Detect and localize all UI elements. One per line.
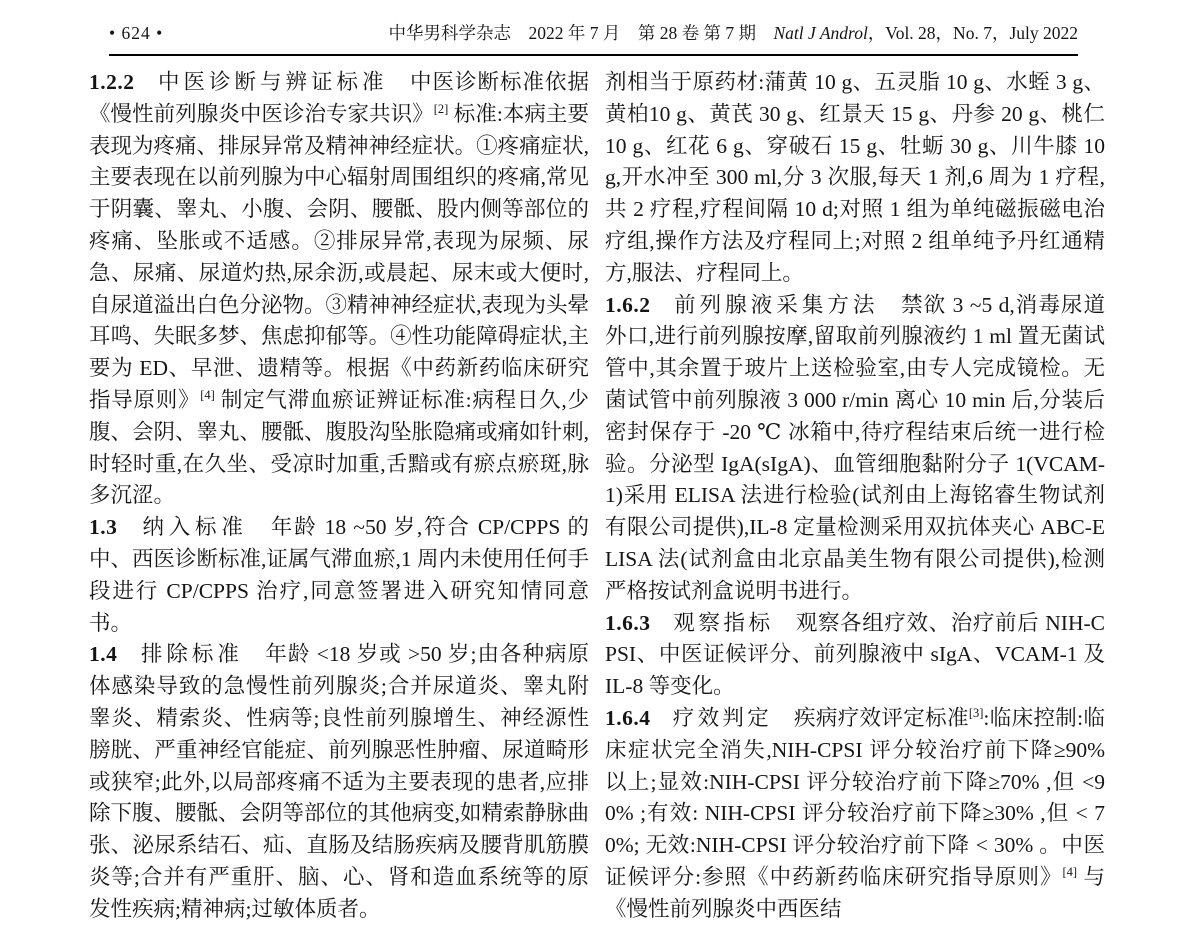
- text-run: [135, 70, 159, 94]
- journal-info: [389, 20, 1079, 45]
- paragraph: [605, 67, 1105, 290]
- paragraph: [89, 67, 589, 512]
- section-title: 中医诊断与辨证标准: [158, 70, 388, 94]
- header-rule-divider: [109, 54, 1078, 56]
- text-run: 观察各组疗效、治疗前后 NIH-CPSI、中医证候评分、前列腺液中 sIgA、VCAM-1 及 IL-8 等变化。: [605, 610, 1105, 699]
- reference-marker: [3]: [968, 705, 984, 720]
- text-run: 标准:本病主要表现为疼痛、排尿异常及精神神经症状。①疼痛症状,主要表现在以前列腺为中心辐射周围组织的疼痛,常见于阴囊、睾丸、小腹、会阴、腰骶、股内侧等部位的疼痛、坠胀或不适感。②排尿异常,表现为尿频、尿急、尿痛、尿道灼热,尿余沥,或晨起、尿末或大便时,自尿道溢出白色分泌物。③精神神经症状,表现为头晕耳鸣、失眠多梦、焦虑抑郁等。④性功能障碍症状,主要为 ED、早泄、遗精等。根据《中药新药临床研究指导原则》: [89, 101, 589, 412]
- text-run: [117, 515, 142, 539]
- text-run: 年龄 <18 岁或 >50 岁;由各种病原体感染导致的急慢性前列腺炎;合并尿道炎、睾丸附睾炎、精索炎、性病等;良性前列腺增生、神经源性膀胱、严重神经官能症、前列腺恶性肿瘤、尿道畸形或狭窄;此外,以局部疼痛不适为主要表现的患者,应排除下腹、腰骶、会阴等部位的其他病变,如精索静脉曲张、泌尿系结石、疝、直肠及结肠疾病及腰背肌筋膜炎等;合并有严重肝、脑、心、肾和造血系统等的原发性疾病;精神病;过敏体质者。: [89, 642, 589, 921]
- article-body: [89, 67, 1105, 926]
- left-column: [89, 67, 589, 926]
- section-number: 1.6.3: [605, 610, 651, 635]
- paragraph: [89, 512, 589, 639]
- section-title: 前列腺液采集方法: [674, 292, 879, 317]
- text-run: 制定气滞血瘀证辨证标准:病程日久,少腹、会阴、睾丸、腰骶、腹股沟坠胀隐痛或痛如针刺,时轻时重,在久坐、受凉时加重,舌黯或有瘀点瘀斑,脉多沉涩。: [89, 387, 589, 508]
- page-number: • 624 •: [109, 23, 164, 43]
- section-title: 疗效判定: [672, 705, 773, 730]
- right-column: [605, 67, 1105, 926]
- section-number: 1.6.2: [605, 292, 651, 317]
- section-title: 纳入标准: [142, 515, 248, 540]
- section-title: 排除标准: [140, 642, 243, 667]
- text-run: :临床控制:临床症状完全消失,NIH-CPSI 评分较治疗前下降≥90% 以上;显效:NIH-CPSI 评分较治疗前下降≥70% ,但 <90% ;有效: NIH-CPSI 评分较治疗前下降≥30% ,但 < 70%; 无效:NIH-CPSI 评分较治疗前下降 < 30% 。中医证候评分:参照《中药新药临床研究指导原则》: [605, 705, 1105, 889]
- paragraph: [605, 608, 1105, 703]
- text-run: [117, 642, 141, 666]
- text-run: 中医诊断标准依据《慢性前列腺炎中医诊治专家共识》: [89, 70, 589, 126]
- section-number: 1.3: [89, 515, 118, 540]
- text-run: [651, 706, 673, 730]
- reference-marker: [4]: [200, 387, 215, 402]
- paragraph: [89, 639, 589, 925]
- text-run: [651, 611, 674, 635]
- text-run: 禁欲 3 ~5 d,消毒尿道外口,进行前列腺按摩,留取前列腺液约 1 ml 置无菌试管中,其余置于玻片上送检验室,由专人完成镜检。无菌试管中前列腺液 3 000 r/min 离心 10 min 后,分装后密封保存于 -20 ℃ 冰箱中,待疗程结束后统一进行检验。分泌型 IgA(sIgA)、血管细胞黏附分子 1(VCAM-1)采用 ELISA 法进行检验(试剂由上海铭睿生物试剂有限公司提供),IL-8 定量检测采用双抗体夹心 ABC-ELISA 法(试剂盒由北京晶美生物有限公司提供),检测严格按试剂盒说明书进行。: [605, 292, 1105, 603]
- page-header: [109, 20, 1078, 45]
- section-number: 1.6.4: [605, 705, 651, 730]
- text-run: 年龄 18 ~50 岁,符合 CP/CPPS 的中、西医诊断标准,证属气滞血瘀,1 周内未使用任何手段进行 CP/CPPS 治疗,同意签署进入研究知情同意书。: [89, 515, 589, 635]
- journal-issue-en: ，Vol. 28，No. 7，July 2022: [867, 23, 1078, 43]
- paragraph: [605, 703, 1105, 926]
- text-run: [651, 293, 675, 317]
- journal-title-en: Natl J Androl: [773, 23, 868, 43]
- section-number: 1.2.2: [89, 70, 135, 94]
- paragraph: [605, 290, 1105, 608]
- reference-marker: [4]: [1062, 864, 1078, 879]
- journal-title-cn: 中华男科学杂志 2022 年 7 月 第 28 卷 第 7 期: [388, 23, 774, 43]
- text-run: 与《慢性前列腺炎中西医结: [605, 864, 1105, 921]
- reference-marker: [2]: [433, 101, 449, 116]
- text-run: 剂相当于原药材:蒲黄 10 g、五灵脂 10 g、水蛭 3 g、黄柏10 g、黄芪 30 g、红景天 15 g、丹参 20 g、桃仁 10 g、红花 6 g、穿破石 15 g、牡蛎 30 g、川牛膝 10 g,开水冲至 300 ml,分 3 次服,每天 1 剂,6 周为 1 疗程,共 2 疗程,疗程间隔 10 d;对照 1 组为单纯磁振磁电治疗组,操作方法及疗程同上;对照 2 组单纯予丹红通精方,服法、疗程同上。: [605, 70, 1105, 285]
- section-title: 观察指标: [673, 610, 774, 635]
- section-number: 1.4: [89, 642, 118, 667]
- text-run: 疾病疗效评定标准: [772, 705, 969, 730]
